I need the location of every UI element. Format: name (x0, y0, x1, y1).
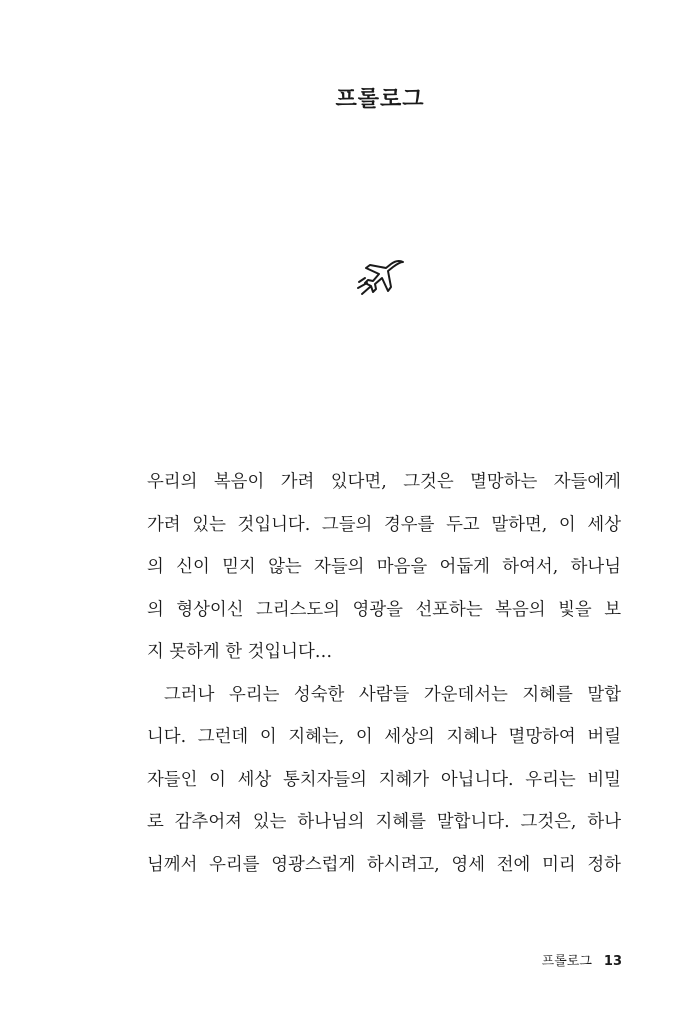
running-head: 프롤로그 (541, 954, 592, 969)
text-line: 가려 있는 것입니다. 그들의 경우를 두고 말하면, 이 세상 (147, 514, 621, 535)
text-line: 로 감추어져 있는 하나님의 지혜를 말합니다. 그것은, 하나 (147, 812, 621, 832)
page-number: 13 (603, 954, 622, 969)
text-line: 자들인 이 세상 통치자들의 지혜가 아닙니다. 우리는 비밀 (147, 769, 621, 790)
text-line: 의 신이 믿지 않는 자들의 마음을 어둡게 하여서, 하나님 (147, 557, 621, 577)
body-text (147, 461, 621, 886)
text-line: 의 형상이신 그리스도의 영광을 선포하는 복음의 빛을 보 (147, 599, 621, 620)
text-line: 우리의 복음이 가려 있다면, 그것은 멸망하는 자들에게 (147, 472, 621, 492)
text-line: 니다. 그런데 이 지혜는, 이 세상의 지혜나 멸망하여 버릴 (147, 727, 621, 747)
chapter-title: 프롤로그 (335, 87, 425, 112)
text-line: 지 못하게 한 것입니다… (147, 642, 333, 662)
airplane-icon (356, 258, 408, 300)
text-line: 님께서 우리를 영광스럽게 하시려고, 영세 전에 미리 정하 (147, 854, 621, 875)
text-line: 그러나 우리는 성숙한 사람들 가운데서는 지혜를 말합 (164, 684, 621, 705)
page-footer (542, 950, 622, 969)
